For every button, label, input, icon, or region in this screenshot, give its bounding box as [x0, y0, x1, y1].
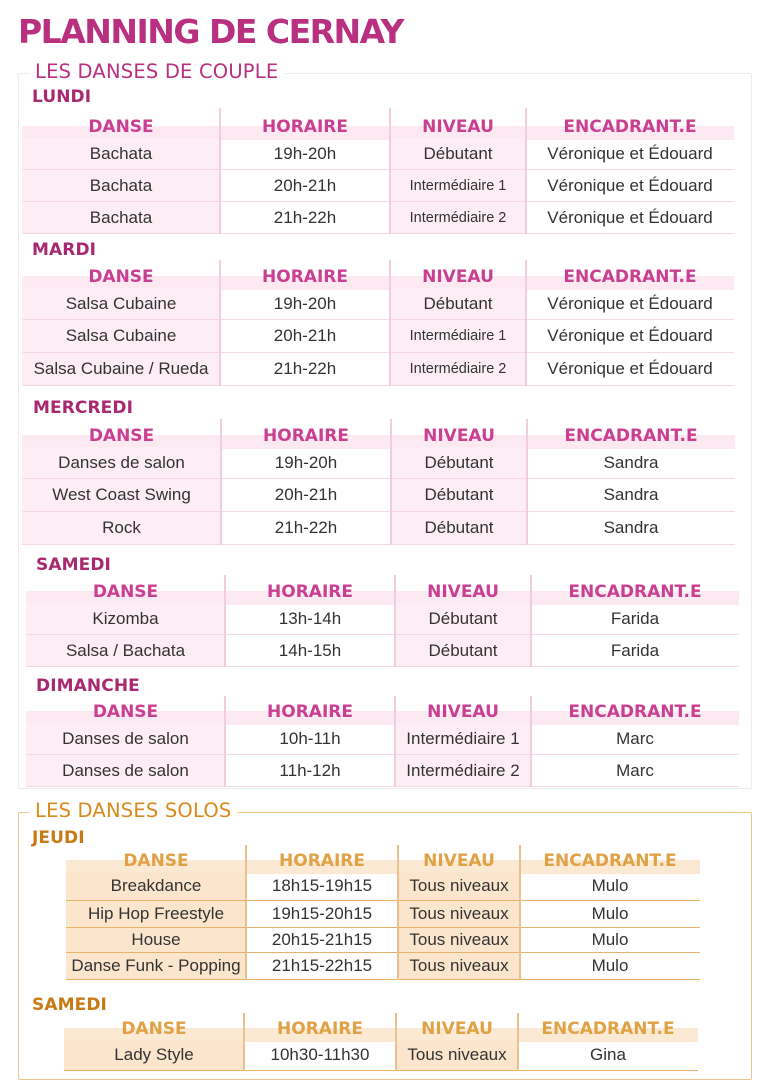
column-header-horaire: HORAIRE [267, 702, 353, 722]
cell-horaire: 10h-11h [279, 728, 341, 748]
column-header-horaire: HORAIRE [263, 426, 349, 446]
cell-horaire: 13h-14h [278, 608, 342, 628]
cell-danse: Bachata [22, 202, 220, 233]
column-header-niveau: NIVEAU [423, 851, 495, 871]
column-divider [219, 108, 221, 234]
cell-danse: Breakdance [66, 872, 246, 900]
column-header-encadrant: ENCADRANT.E [568, 702, 702, 722]
table-row [22, 138, 734, 170]
column-divider [394, 575, 396, 667]
column-divider [243, 1013, 245, 1071]
cell-niveau: Tous niveaux [398, 928, 520, 952]
cell-encadrant: Mulo [591, 876, 629, 895]
day-title-samedi: SAMEDI [36, 555, 111, 575]
day-title-samedi-solo: SAMEDI [32, 995, 107, 1015]
cell-horaire: 19h-20h [273, 293, 337, 313]
cell-horaire: 14h-15h [278, 640, 342, 660]
day-title-mercredi: MERCREDI [33, 398, 134, 418]
cell-danse: Salsa Cubaine [22, 320, 220, 352]
section-title: LES DANSES DE COUPLE [29, 60, 284, 83]
cell-danse: Danses de salon [26, 755, 225, 786]
cell-horaire: 19h-20h [274, 452, 338, 472]
cell-encadrant: Véronique et Édouard [547, 359, 713, 378]
column-divider [395, 1013, 397, 1071]
column-divider [397, 845, 399, 980]
cell-horaire: 19h15-20h15 [271, 904, 373, 923]
cell-danse: Bachata [22, 170, 220, 201]
column-header-encadrant: ENCADRANT.E [568, 582, 702, 602]
cell-danse: Kizomba [26, 603, 225, 634]
schedule-table [22, 260, 734, 386]
cell-horaire: 21h-22h [274, 518, 338, 537]
column-header-niveau: NIVEAU [427, 582, 499, 602]
schedule-table [64, 1013, 698, 1071]
column-divider [389, 260, 391, 386]
cell-encadrant: Mulo [591, 930, 629, 949]
cell-encadrant: Gina [590, 1045, 626, 1064]
cell-danse: House [66, 928, 246, 952]
table-row [22, 288, 734, 320]
column-header-niveau: NIVEAU [423, 426, 495, 446]
column-divider [525, 108, 527, 234]
cell-niveau: Débutant [391, 447, 527, 478]
day-title-jeudi: JEUDI [32, 828, 85, 848]
column-header-danse: DANSE [88, 117, 154, 137]
day-title-mardi: MARDI [32, 240, 97, 260]
table-row [26, 755, 739, 787]
table-row [26, 723, 739, 755]
cell-horaire: 21h-22h [273, 207, 337, 227]
table-row [22, 353, 734, 386]
column-divider [530, 696, 532, 787]
cell-encadrant: Véronique et Édouard [547, 326, 713, 345]
cell-encadrant: Véronique et Édouard [547, 293, 713, 313]
cell-encadrant: Véronique et Édouard [547, 143, 713, 163]
cell-encadrant: Farida [610, 640, 660, 660]
cell-niveau: Intermédiaire 2 [395, 755, 531, 786]
column-header-niveau: NIVEAU [427, 702, 499, 722]
table-row [22, 447, 735, 479]
day-title-dimanche: DIMANCHE [36, 676, 140, 696]
cell-horaire: 20h-21h [273, 175, 337, 195]
cell-niveau: Tous niveaux [398, 953, 520, 979]
cell-niveau: Intermédiaire 1 [390, 170, 526, 201]
table-row [26, 603, 739, 635]
table-header-row [26, 575, 739, 603]
cell-encadrant: Mulo [591, 956, 629, 975]
cell-horaire: 21h15-22h15 [271, 956, 373, 975]
cell-encadrant: Véronique et Édouard [547, 207, 713, 227]
cell-niveau: Débutant [391, 479, 527, 511]
table-row [66, 953, 700, 980]
table-header-row [26, 696, 739, 723]
column-header-horaire: HORAIRE [277, 1019, 363, 1039]
cell-danse: Bachata [22, 138, 220, 169]
column-header-niveau: NIVEAU [422, 117, 494, 137]
table-row [64, 1040, 698, 1071]
cell-horaire: 19h-20h [273, 143, 337, 163]
cell-horaire: 10h30-11h30 [270, 1045, 370, 1064]
column-divider [390, 419, 392, 545]
cell-danse: West Coast Swing [22, 479, 221, 511]
cell-encadrant: Sandra [603, 485, 659, 504]
table-row [22, 202, 734, 234]
cell-danse: Danse Funk - Popping [66, 953, 246, 979]
cell-encadrant: Véronique et Édouard [547, 175, 713, 195]
table-header-row [66, 845, 700, 872]
day-title-lundi: LUNDI [32, 87, 92, 107]
table-row [66, 872, 700, 901]
column-header-danse: DANSE [92, 582, 159, 602]
schedule-table [26, 575, 739, 667]
cell-horaire: 20h15-21h15 [271, 930, 373, 949]
column-header-encadrant: ENCADRANT.E [541, 1019, 675, 1039]
column-divider [517, 1013, 519, 1071]
schedule-table [66, 845, 700, 980]
cell-niveau: Tous niveaux [398, 872, 520, 900]
column-header-encadrant: ENCADRANT.E [563, 267, 697, 287]
column-divider [530, 575, 532, 667]
cell-niveau: Tous niveaux [398, 901, 520, 927]
column-header-encadrant: ENCADRANT.E [564, 426, 698, 446]
table-row [26, 635, 739, 667]
cell-horaire: 20h-21h [273, 326, 337, 345]
table-header-row [22, 108, 734, 138]
column-divider [220, 419, 222, 545]
cell-niveau: Débutant [390, 288, 526, 319]
cell-horaire: 21h-22h [273, 359, 337, 378]
table-header-row [22, 419, 735, 447]
cell-encadrant: Marc [616, 760, 654, 780]
column-header-niveau: NIVEAU [422, 267, 494, 287]
table-row [66, 928, 700, 953]
cell-horaire: 11h-12h [279, 760, 341, 780]
cell-danse: Danses de salon [22, 447, 221, 478]
cell-niveau: Intermédiaire 1 [390, 320, 526, 352]
cell-encadrant: Marc [616, 728, 654, 748]
column-header-danse: DANSE [88, 426, 155, 446]
schedule-table [22, 108, 734, 234]
column-header-horaire: HORAIRE [267, 582, 353, 602]
cell-niveau: Tous niveaux [396, 1040, 518, 1070]
table-row [22, 170, 734, 202]
cell-danse: Salsa / Bachata [26, 635, 225, 666]
column-header-encadrant: ENCADRANT.E [543, 851, 677, 871]
cell-niveau: Débutant [395, 603, 531, 634]
section-title: LES DANSES SOLOS [29, 799, 237, 822]
cell-horaire: 20h-21h [274, 485, 338, 504]
table-row [66, 901, 700, 928]
cell-danse: Rock [22, 512, 221, 544]
cell-niveau: Intermédiaire 2 [390, 202, 526, 233]
column-header-danse: DANSE [123, 851, 189, 871]
column-header-horaire: HORAIRE [279, 851, 365, 871]
table-row [22, 479, 735, 512]
column-divider [224, 575, 226, 667]
cell-horaire: 18h15-19h15 [271, 876, 373, 895]
cell-danse: Hip Hop Freestyle [66, 901, 246, 927]
column-header-encadrant: ENCADRANT.E [563, 117, 697, 137]
schedule-table [22, 419, 735, 545]
column-divider [526, 419, 528, 545]
column-divider [389, 108, 391, 234]
column-divider [219, 260, 221, 386]
column-divider [394, 696, 396, 787]
cell-encadrant: Mulo [591, 904, 629, 923]
schedule-table [26, 696, 739, 787]
cell-danse: Salsa Cubaine / Rueda [22, 353, 220, 385]
cell-danse: Danses de salon [26, 723, 225, 754]
column-divider [245, 845, 247, 980]
column-header-danse: DANSE [92, 702, 159, 722]
column-divider [519, 845, 521, 980]
table-row [22, 512, 735, 545]
cell-niveau: Débutant [391, 512, 527, 544]
column-header-horaire: HORAIRE [262, 267, 348, 287]
cell-encadrant: Sandra [603, 518, 659, 537]
cell-niveau: Débutant [395, 635, 531, 666]
cell-danse: Salsa Cubaine [22, 288, 220, 319]
table-header-row [22, 260, 734, 288]
column-divider [224, 696, 226, 787]
cell-danse: Lady Style [64, 1040, 244, 1070]
column-divider [525, 260, 527, 386]
table-row [22, 320, 734, 353]
page-title: PLANNING DE CERNAY [18, 12, 403, 51]
column-header-danse: DANSE [121, 1019, 187, 1039]
cell-niveau: Intermédiaire 1 [395, 723, 531, 754]
column-header-horaire: HORAIRE [262, 117, 348, 137]
cell-encadrant: Sandra [603, 452, 659, 472]
cell-encadrant: Farida [610, 608, 660, 628]
cell-niveau: Débutant [390, 138, 526, 169]
table-header-row [64, 1013, 698, 1040]
cell-niveau: Intermédiaire 2 [390, 353, 526, 385]
column-header-niveau: NIVEAU [421, 1019, 493, 1039]
column-header-danse: DANSE [88, 267, 154, 287]
